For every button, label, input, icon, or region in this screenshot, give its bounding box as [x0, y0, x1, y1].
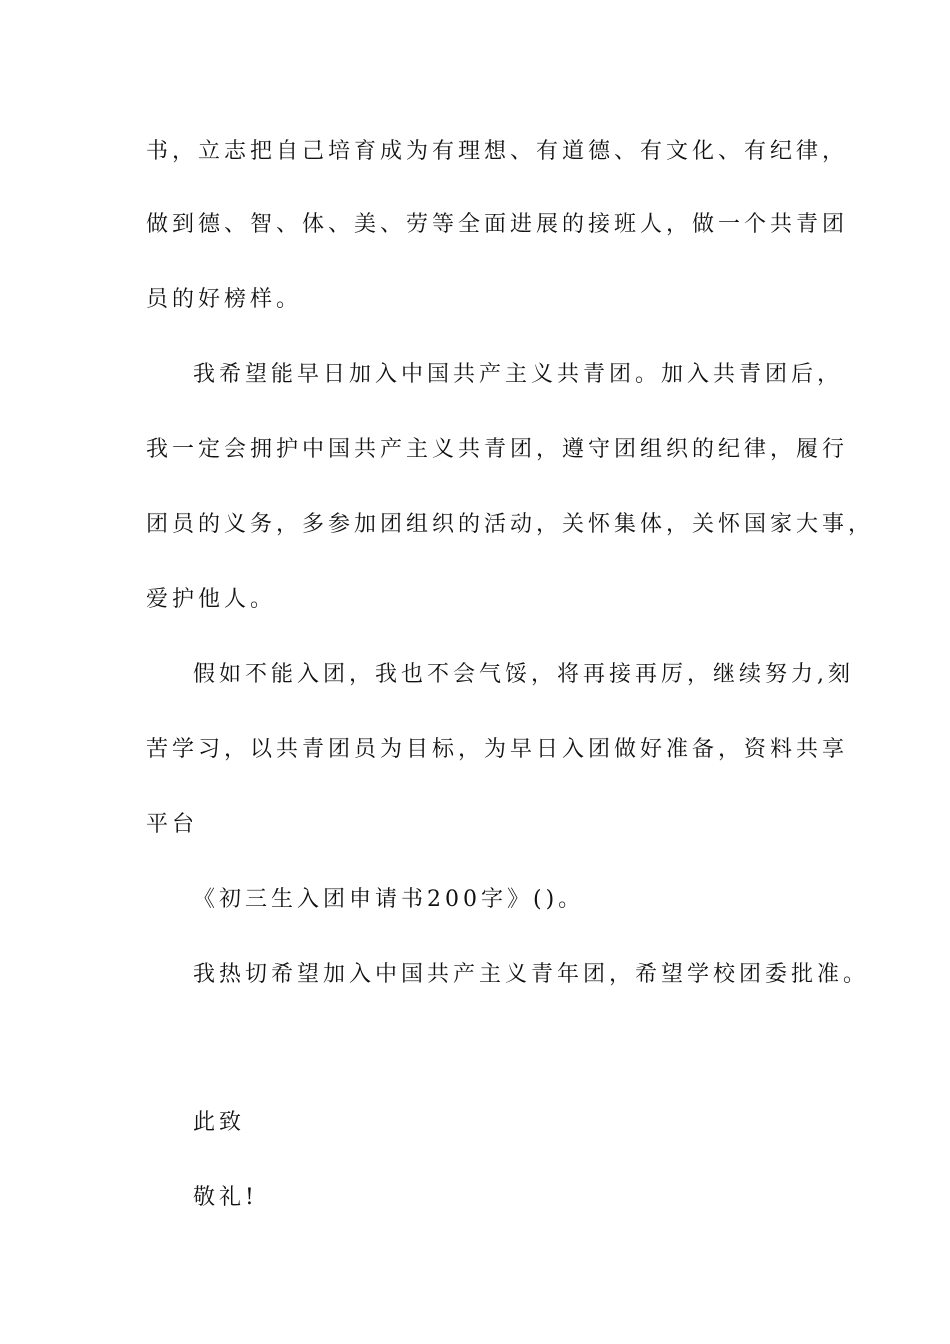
text-line: 做到德、智、体、美、劳等全面进展的接班人，做一个共青团 — [146, 212, 849, 237]
paragraph-start-line: 假如不能入团，我也不会气馁，将再接再厉，继续努力,刻 — [193, 662, 854, 687]
paragraph-start-line: 我希望能早日加入中国共产主义共青团。加入共青团后， — [193, 362, 844, 387]
text-line: 苦学习，以共青团员为目标，为早日入团做好准备，资料共享 — [146, 737, 849, 762]
text-line: 爱护他人。 — [146, 587, 277, 612]
text-line: 团员的义务，多参加团组织的活动，关怀集体，关怀国家大事， — [146, 512, 875, 537]
paragraph-start-line: 我热切希望加入中国共产主义青年团，希望学校团委批准。 — [193, 962, 870, 987]
text-line: 员的好榜样。 — [146, 287, 303, 312]
closing-regards: 敬礼! — [193, 1185, 258, 1210]
text-line: 我一定会拥护中国共产主义共青团，遵守团组织的纪律，履行 — [146, 437, 849, 462]
closing-salutation: 此致 — [193, 1110, 246, 1135]
text-line: 书，立志把自己培育成为有理想、有道德、有文化、有纪律， — [146, 139, 849, 164]
text-line: 平台 — [146, 812, 199, 837]
citation-line: 《初三生入团申请书200字》()。 — [193, 887, 585, 912]
